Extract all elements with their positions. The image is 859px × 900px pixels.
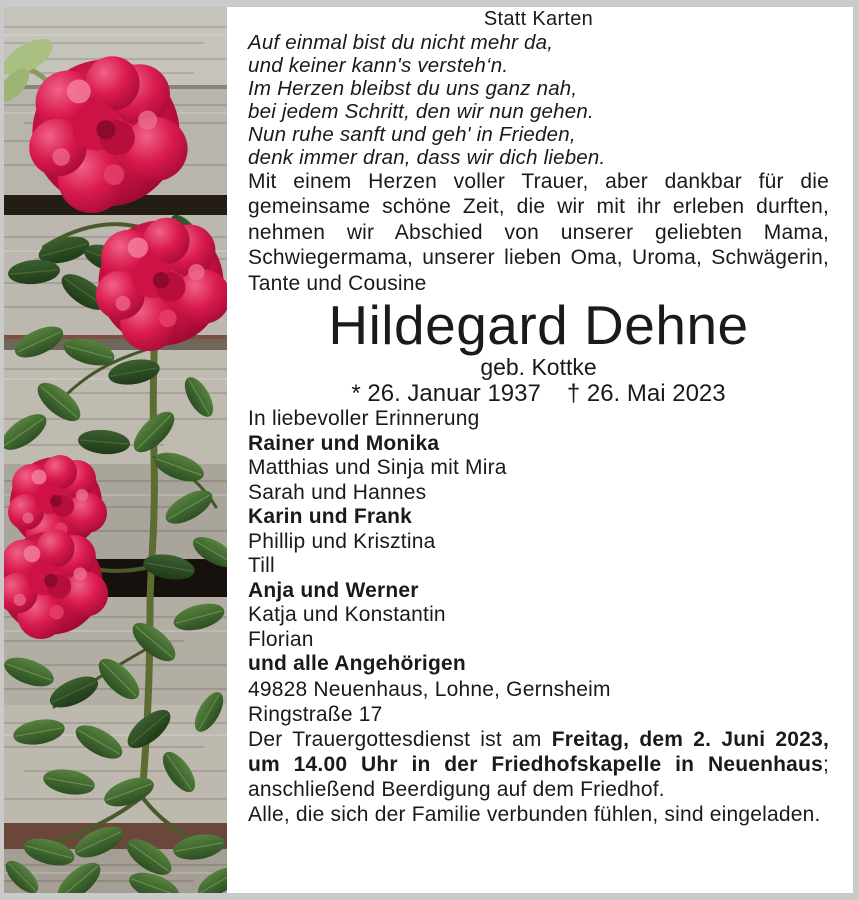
mourner-line: Sarah und Hannes [248,480,427,504]
service-info [248,727,829,802]
mourner-line: Matthias und Sinja mit Mira [248,456,507,480]
deceased-name: Hildegard Dehne [328,294,749,357]
memorial-poem [248,31,829,169]
mourner-line: Anja und Werner [248,578,419,602]
address-block [248,677,829,727]
maiden-name: geb. Kottke [480,354,597,381]
poem-line: Auf einmal bist du nicht mehr da, [248,31,554,54]
address-line: Ringstraße 17 [248,702,383,726]
poem-line: denk immer dran, dass wir dich lieben. [248,146,606,169]
death-date: † 26. Mai 2023 [566,380,726,408]
invitation-line: Alle, die sich der Familie verbunden fühlen, sind eingeladen. [248,802,821,826]
mourner-line: Till [248,554,275,578]
header-note: Statt Karten [483,8,594,30]
mourner-line: Phillip und Krisztina [248,529,436,553]
mourner-line: Rainer und Monika [248,431,440,455]
memorial-photo-roses [4,7,227,893]
life-dates [248,380,829,407]
poem-line: Nun ruhe sanft und geh' in Frieden, [248,123,576,146]
address-line: 49828 Neuenhaus, Lohne, Gernsheim [248,677,611,701]
intro-paragraph: Mit einem Herzen voller Trauer, aber dankbar für die gemeinsame schöne Zeit, die wir mit ihr erleben durften, nehmen wir Abschied von unserer geliebten Mama, Schwiegermama, unserer lieben Oma, Uroma, Schwägerin, Tante und Cousine [248,170,829,295]
mourner-line: Karin und Frank [248,505,413,529]
service-prefix: Der Trauergottesdienst ist am [248,727,552,751]
service-highlight: Freitag, dem 2. Juni 2023, um 14.00 Uhr in der Friedhofskapelle in Neuenhaus [248,727,829,776]
obituary-card [227,7,853,893]
remembrance-heading: In liebevoller Erinnerung [248,407,480,431]
poem-line: und keiner kann's versteh‘n. [248,54,509,77]
poem-line: Im Herzen bleibst du uns ganz nah, [248,77,578,100]
service-suffix: ; anschließend Beerdigung auf dem Friedhof. [248,752,829,801]
mourner-line: Katja und Konstantin [248,603,446,627]
mourner-line: Florian [248,627,314,651]
poem-line: bei jedem Schritt, den wir nun gehen. [248,100,594,123]
mourners-list [248,407,829,677]
birth-date: * 26. Januar 1937 [351,380,541,408]
mourner-line: und alle Angehörigen [248,652,466,676]
roses-photo-illustration [4,7,227,893]
